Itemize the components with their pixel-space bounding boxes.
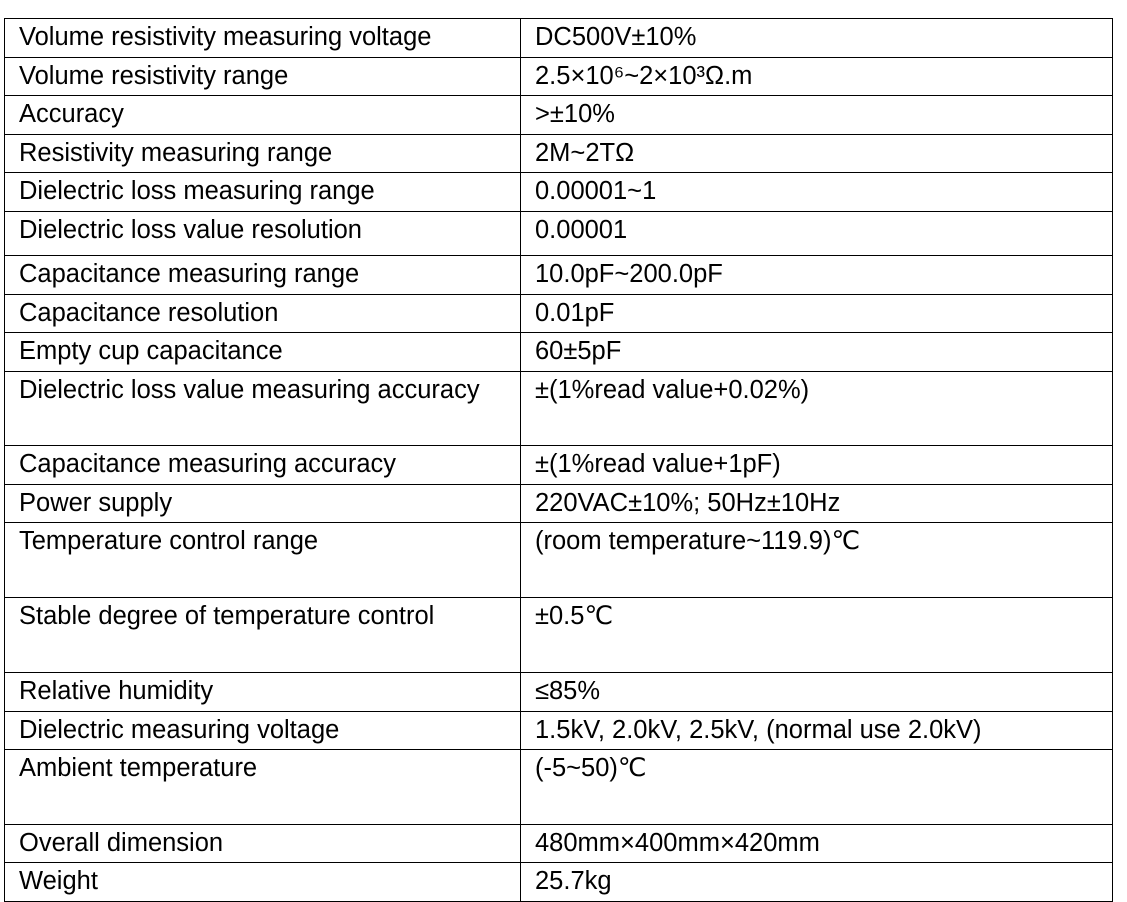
spec-value: (room temperature~119.9)℃ [521, 523, 1113, 598]
spec-key: Volume resistivity measuring voltage [5, 19, 521, 58]
spec-value: 220VAC±10%; 50Hz±10Hz [521, 485, 1113, 523]
spec-value: 2M~2TΩ [521, 135, 1113, 173]
spec-value: 2.5×10⁶~2×10³Ω.m [521, 58, 1113, 96]
table-row [5, 212, 1113, 256]
spec-value: ±(1%read value+1pF) [521, 446, 1113, 485]
spec-key: Volume resistivity range [5, 58, 521, 96]
spec-key: Capacitance resolution [5, 295, 521, 333]
spec-value: 60±5pF [521, 333, 1113, 372]
spec-key: Relative humidity [5, 673, 521, 712]
table-row [5, 712, 1113, 750]
spec-value: 0.01pF [521, 295, 1113, 333]
spec-value: 1.5kV, 2.0kV, 2.5kV, (normal use 2.0kV) [521, 712, 1113, 750]
table-row [5, 135, 1113, 173]
table-row [5, 446, 1113, 485]
spec-key: Temperature control range [5, 523, 521, 598]
spec-value: DC500V±10% [521, 19, 1113, 58]
spec-value: >±10% [521, 96, 1113, 135]
spec-value: 10.0pF~200.0pF [521, 256, 1113, 295]
spec-key: Overall dimension [5, 825, 521, 863]
spec-key: Resistivity measuring range [5, 135, 521, 173]
table-row [5, 825, 1113, 863]
table-row [5, 673, 1113, 712]
spec-key: Ambient temperature [5, 750, 521, 825]
spec-key: Dielectric loss measuring range [5, 173, 521, 212]
spec-value: ±(1%read value+0.02%) [521, 372, 1113, 446]
table-row [5, 173, 1113, 212]
table-row [5, 372, 1113, 446]
spec-value: 0.00001~1 [521, 173, 1113, 212]
spec-key: Stable degree of temperature control [5, 598, 521, 673]
spec-key: Dielectric loss value resolution [5, 212, 521, 256]
spec-value: ≤85% [521, 673, 1113, 712]
spec-value: (-5~50)℃ [521, 750, 1113, 825]
spec-key: Dielectric measuring voltage [5, 712, 521, 750]
table-row [5, 96, 1113, 135]
table-row [5, 295, 1113, 333]
spec-value: 0.00001 [521, 212, 1113, 256]
spec-table [4, 18, 1113, 902]
table-row [5, 598, 1113, 673]
spec-key: Dielectric loss value measuring accuracy [5, 372, 521, 446]
table-row [5, 256, 1113, 295]
table-row [5, 333, 1113, 372]
table-row [5, 750, 1113, 825]
spec-value: 480mm×400mm×420mm [521, 825, 1113, 863]
spec-value: 25.7kg [521, 863, 1113, 902]
table-row [5, 19, 1113, 58]
spec-value: ±0.5℃ [521, 598, 1113, 673]
table-row [5, 863, 1113, 902]
table-row [5, 523, 1113, 598]
spec-key: Capacitance measuring accuracy [5, 446, 521, 485]
spec-key: Power supply [5, 485, 521, 523]
spec-key: Capacitance measuring range [5, 256, 521, 295]
spec-key: Empty cup capacitance [5, 333, 521, 372]
spec-key: Weight [5, 863, 521, 902]
spec-key: Accuracy [5, 96, 521, 135]
table-row [5, 58, 1113, 96]
table-row [5, 485, 1113, 523]
